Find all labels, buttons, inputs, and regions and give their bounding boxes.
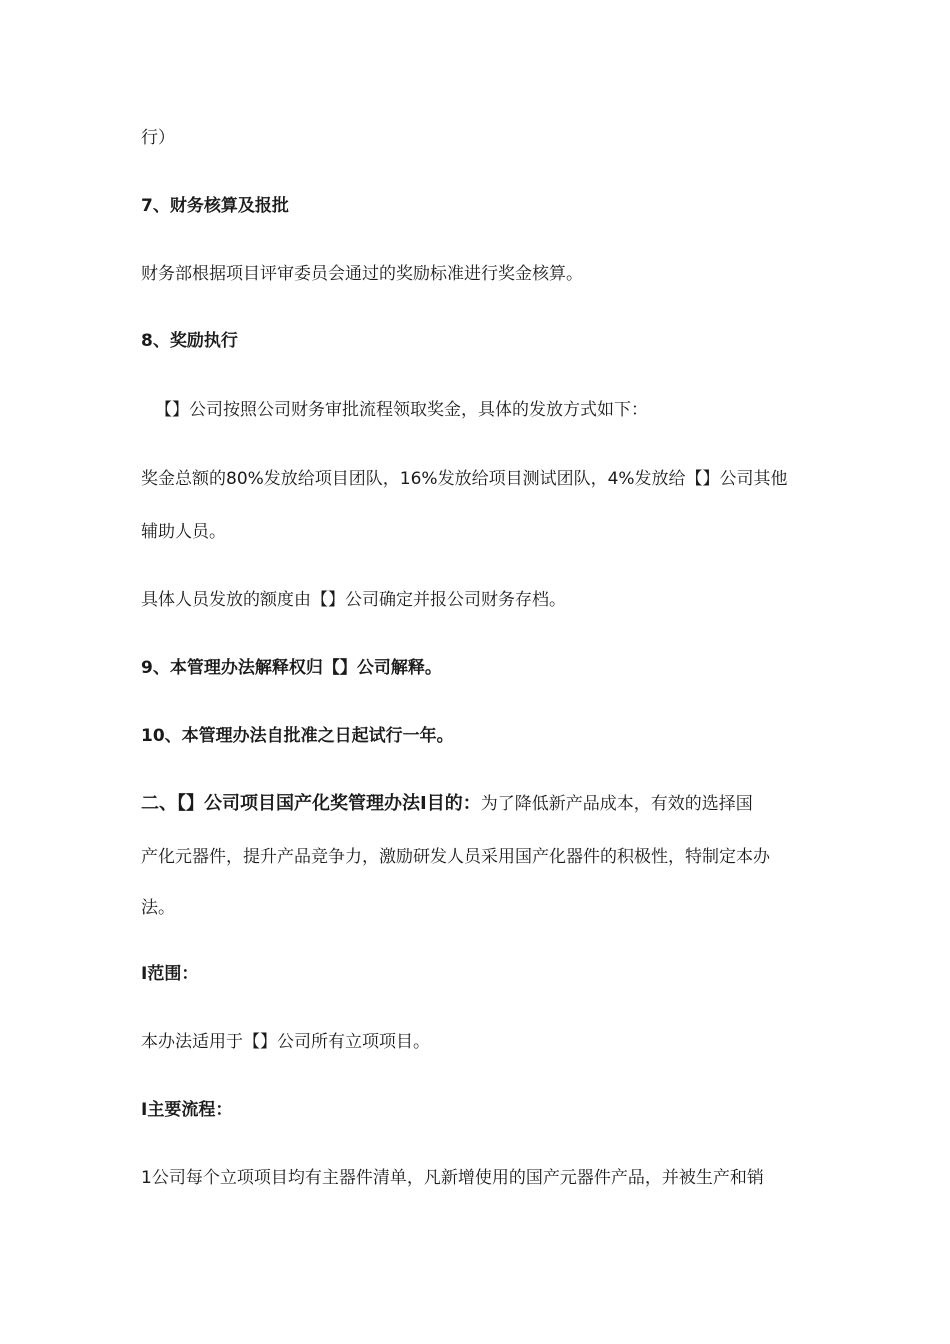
subsection-heading-process: Ⅰ主要流程： — [141, 1100, 233, 1120]
paragraph-text: 【】公司按照公司财务审批流程领取奖金，具体的发放方式如下： — [155, 400, 648, 420]
paragraph-text: 具体人员发放的额度由【】公司确定并报公司财务存档。 — [141, 590, 566, 610]
paragraph-text: 为了降低新产品成本，有效的选择国 — [480, 794, 753, 814]
subsection-heading-scope: Ⅰ范围： — [141, 964, 199, 984]
paragraph-text: 奖金总额的80%发放给项目团队，16%发放给项目测试团队，4%发放给【】公司其他 — [141, 469, 788, 489]
chapter-heading-line — [141, 792, 821, 816]
chapter-heading: 二、【】公司项目国产化奖管理办法Ⅰ目的： — [141, 793, 481, 814]
section-heading-8: 8、奖励执行 — [141, 331, 238, 351]
section-heading-9: 9、本管理办法解释权归【】公司解释。 — [141, 658, 442, 678]
paragraph-text: 辅助人员。 — [141, 522, 226, 542]
section-heading-7: 7、财务核算及报批 — [141, 196, 289, 216]
section-heading-10: 10、本管理办法自批准之日起试行一年。 — [141, 726, 454, 746]
paragraph-text: 行） — [141, 128, 175, 148]
paragraph-text: 本办法适用于【】公司所有立项项目。 — [141, 1032, 430, 1052]
paragraph-text: 法。 — [141, 898, 175, 918]
paragraph-text: 产化元器件，提升产品竞争力，激励研发人员采用国产化器件的积极性，特制定本办 — [141, 847, 770, 867]
paragraph-text: 1公司每个立项项目均有主器件清单，凡新增使用的国产元器件产品，并被生产和销 — [141, 1168, 764, 1188]
paragraph-text: 财务部根据项目评审委员会通过的奖励标准进行奖金核算。 — [141, 264, 583, 284]
